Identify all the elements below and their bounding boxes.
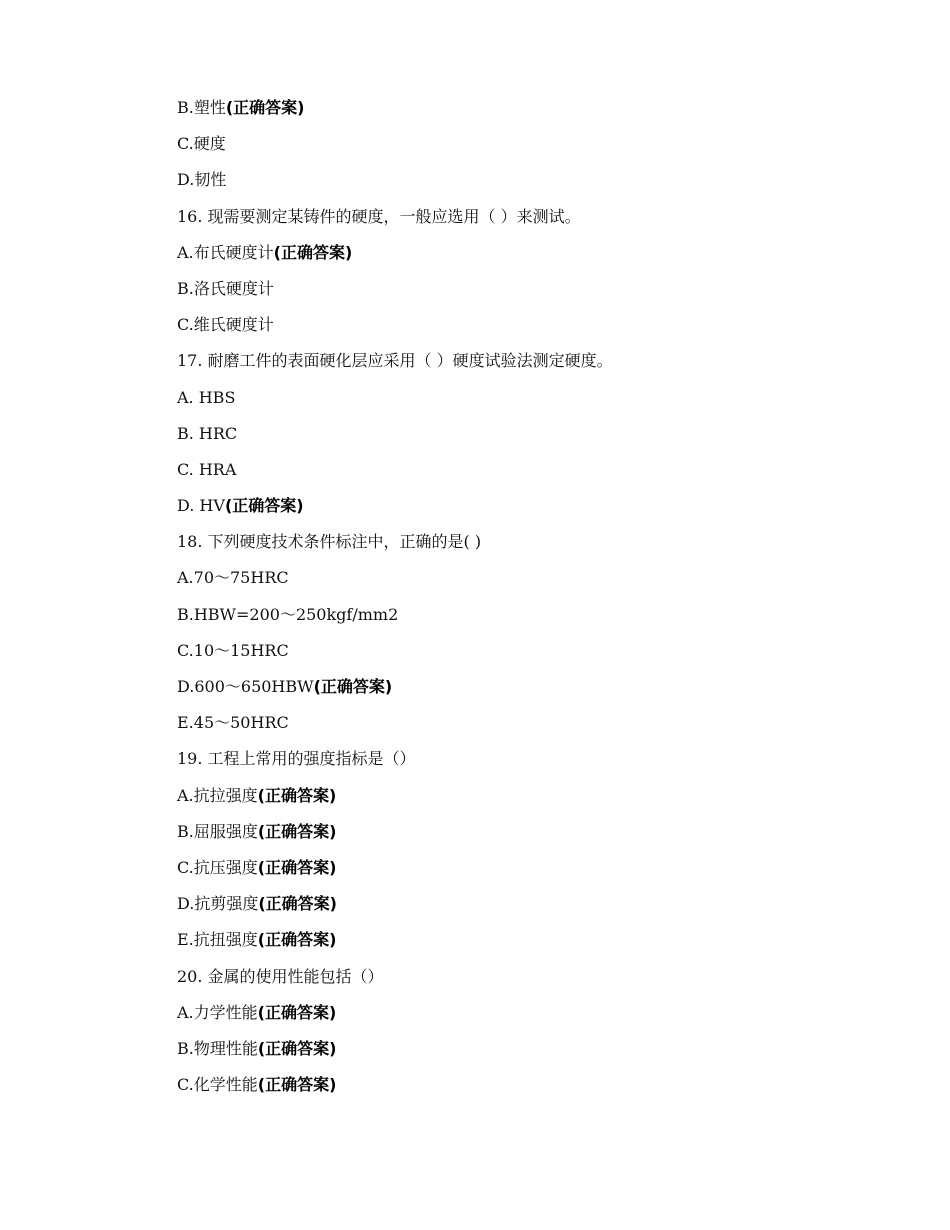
line-text: E.抗扭强度: [177, 930, 258, 950]
option-line: [177, 705, 877, 741]
line-text: C.硬度: [177, 134, 226, 154]
option-line: [177, 995, 877, 1031]
line-text: B.屈服强度: [177, 821, 258, 841]
question-20: [177, 959, 877, 995]
question-16: [177, 199, 877, 235]
correct-answer-mark: (正确答案): [257, 930, 337, 950]
option-line: [177, 307, 877, 343]
line-text: D.抗剪强度: [177, 894, 259, 914]
correct-answer-mark: (正确答案): [257, 1038, 337, 1058]
option-line: [177, 1031, 877, 1067]
line-text: B.HBW=200～250kgf/mm2: [177, 604, 399, 624]
line-text: C.化学性能: [177, 1075, 258, 1095]
line-text: D.韧性: [177, 170, 227, 190]
option-line: [177, 126, 877, 162]
correct-answer-mark: (正确答案): [257, 821, 337, 841]
option-line: [177, 850, 877, 886]
option-line: [177, 162, 877, 198]
line-text: D.600～650HBW: [177, 677, 314, 696]
option-line: [177, 1067, 877, 1103]
correct-answer-mark: (正确答案): [257, 1075, 337, 1095]
line-text: A.70～75HRC: [177, 568, 289, 588]
question-text: 16. 现需要测定某铸件的硬度，一般应选用（ ）来测试。: [177, 206, 581, 226]
option-line: [177, 452, 877, 488]
option-line: [177, 669, 877, 705]
line-text: B.物理性能: [177, 1038, 258, 1058]
option-line: [177, 380, 877, 416]
question-17: [177, 343, 877, 379]
option-line: [177, 488, 877, 524]
line-text: D. HV: [177, 496, 225, 516]
option-line: [177, 416, 877, 452]
line-text: A.抗拉强度: [177, 785, 258, 805]
option-line: [177, 633, 877, 669]
option-line: [177, 271, 877, 307]
line-text: A.力学性能: [177, 1002, 258, 1022]
correct-answer-mark: (正确答案): [258, 894, 337, 914]
correct-answer-mark: (正确答案): [225, 98, 305, 117]
question-text: 18. 下列硬度技术条件标注中，正确的是( ): [177, 532, 482, 552]
line-text: C.维氏硬度计: [177, 315, 274, 335]
option-line: [177, 597, 877, 633]
correct-answer-mark: (正确答案): [257, 785, 337, 805]
option-line: [177, 235, 877, 271]
correct-answer-mark: (正确答案): [313, 677, 393, 696]
question-text: 19. 工程上常用的强度指标是（）: [177, 749, 416, 769]
question-text: 17. 耐磨工件的表面硬化层应采用（ ）硬度试验法测定硬度。: [177, 351, 613, 371]
line-text: C.抗压强度: [177, 857, 258, 877]
line-text: C. HRA: [177, 459, 237, 479]
line-text: A.布氏硬度计: [177, 242, 274, 262]
question-text: 20. 金属的使用性能包括（）: [177, 966, 384, 986]
line-text: B.洛氏硬度计: [177, 278, 274, 298]
correct-answer-mark: (正确答案): [224, 496, 304, 516]
option-line: [177, 886, 877, 922]
question-19: [177, 741, 877, 777]
question-list: [177, 90, 877, 1103]
option-line: [177, 560, 877, 596]
option-line: [177, 814, 877, 850]
line-text: B. HRC: [177, 423, 238, 443]
question-18: [177, 524, 877, 560]
option-line: [177, 778, 877, 814]
line-text: B.塑性: [177, 98, 226, 117]
option-line: [177, 90, 877, 126]
line-text: A. HBS: [177, 387, 236, 407]
correct-answer-mark: (正确答案): [257, 1002, 337, 1022]
line-text: E.45～50HRC: [177, 713, 289, 733]
line-text: C.10～15HRC: [177, 640, 289, 660]
correct-answer-mark: (正确答案): [257, 857, 337, 877]
correct-answer-mark: (正确答案): [273, 242, 353, 262]
option-line: [177, 922, 877, 958]
